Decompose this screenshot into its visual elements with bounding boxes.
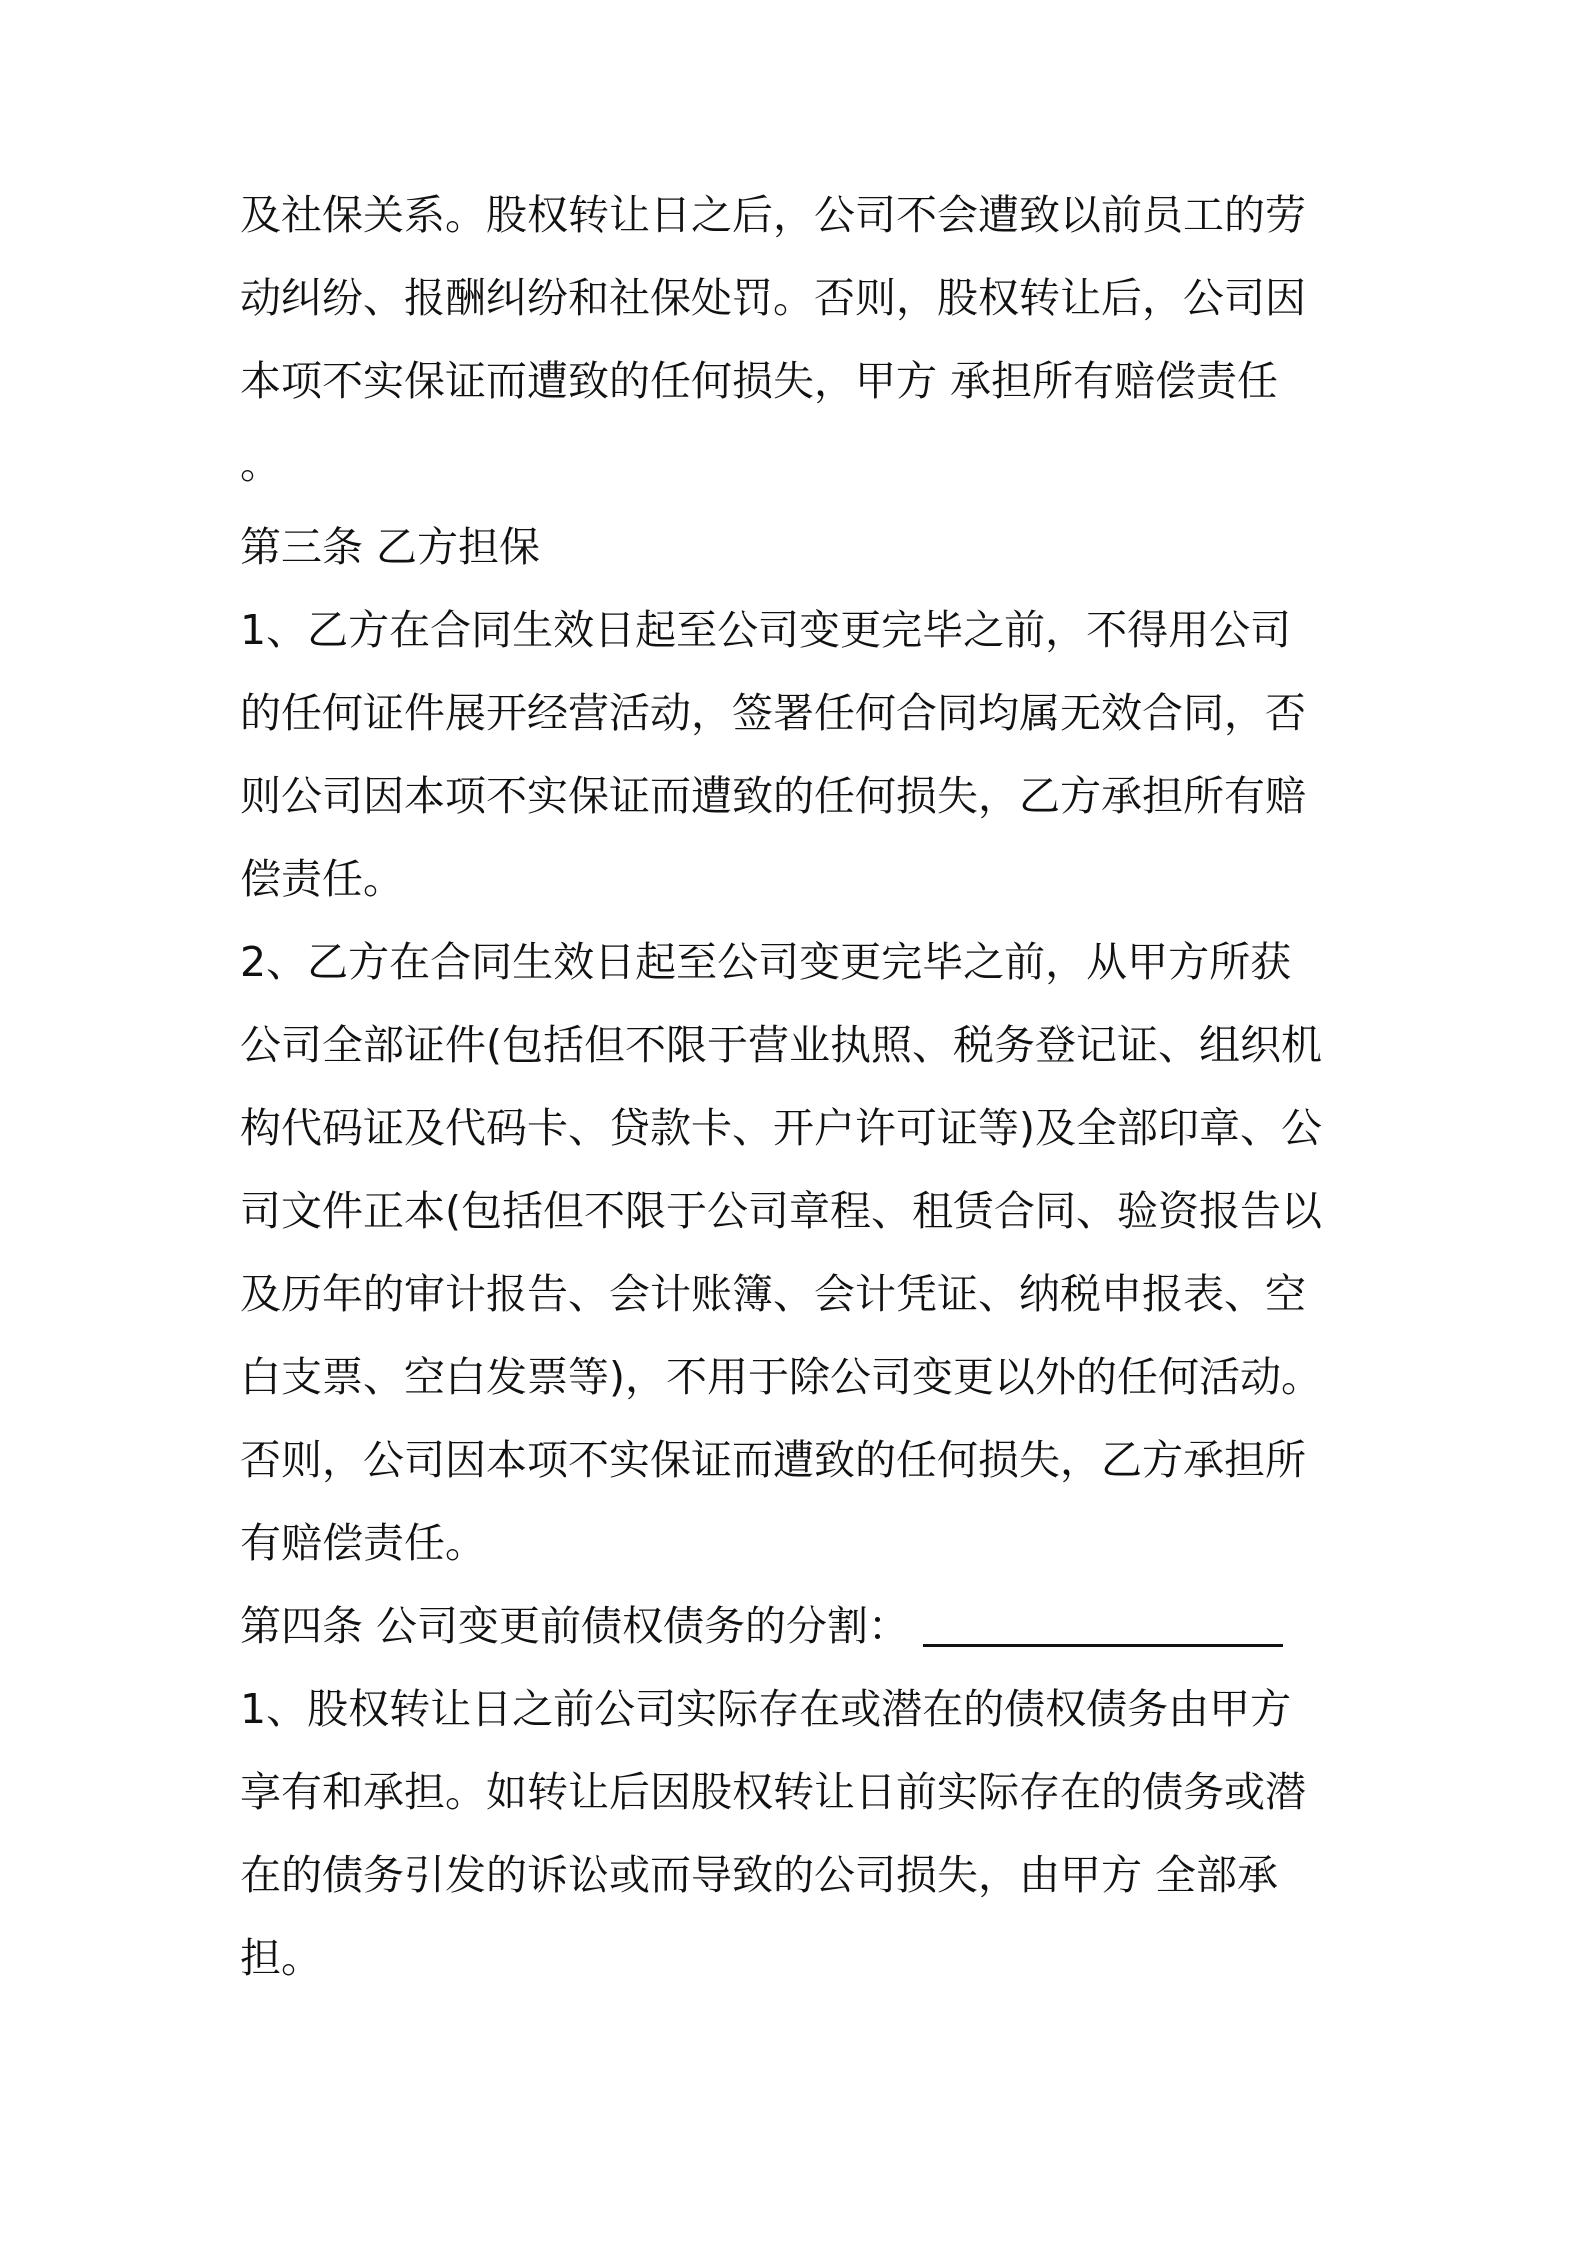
text-line: 本项不实保证而遭致的任何损失，甲方 承担所有赔偿责任: [240, 357, 1279, 405]
text-line: 1、股权转让日之前公司实际存在或潜在的债权债务由甲方: [240, 1685, 1292, 1733]
article-heading: 第三条 乙方担保: [240, 523, 541, 571]
text-line: 构代码证及代码卡、贷款卡、开户许可证等)及全部印章、公: [240, 1104, 1322, 1152]
text-line: 在的债务引发的诉讼或而导致的公司损失，由甲方 全部承: [240, 1851, 1279, 1899]
text-line: 动纠纷、报酬纠纷和社保处罚。否则，股权转让后，公司因: [240, 274, 1306, 322]
fill-in-blank: [923, 1610, 1283, 1647]
text-line: 白支票、空白发票等)，不用于除公司变更以外的任何活动。: [240, 1353, 1322, 1401]
text-line: 2、乙方在合同生效日起至公司变更完毕之前，从甲方所获: [240, 938, 1292, 986]
text-line: 偿责任。: [240, 855, 404, 903]
text-line: 1、乙方在合同生效日起至公司变更完毕之前，不得用公司: [240, 606, 1292, 654]
text-line: 否则，公司因本项不实保证而遭致的任何损失，乙方承担所: [240, 1436, 1306, 1484]
text-line: 公司全部证件(包括但不限于营业执照、税务登记证、组织机: [240, 1021, 1322, 1069]
text-line: 享有和承担。如转让后因股权转让日前实际存在的债务或潜: [240, 1768, 1306, 1816]
text-line: 司文件正本(包括但不限于公司章程、租赁合同、验资报告以: [240, 1187, 1322, 1235]
text-line: 担。: [240, 1934, 322, 1982]
article-heading: 第四条 公司变更前债权债务的分割：: [240, 1602, 910, 1650]
text-line: 。: [240, 440, 281, 488]
text-line: 则公司因本项不实保证而遭致的任何损失，乙方承担所有赔: [240, 772, 1306, 820]
text-line: 及历年的审计报告、会计账簿、会计凭证、纳税申报表、空: [240, 1270, 1306, 1318]
text-line: 有赔偿责任。: [240, 1519, 486, 1567]
text-line: 及社保关系。股权转让日之后，公司不会遭致以前员工的劳: [240, 191, 1306, 239]
article-heading-with-blank: [240, 1602, 1283, 1650]
text-line: 的任何证件展开经营活动，签署任何合同均属无效合同，否: [240, 689, 1306, 737]
